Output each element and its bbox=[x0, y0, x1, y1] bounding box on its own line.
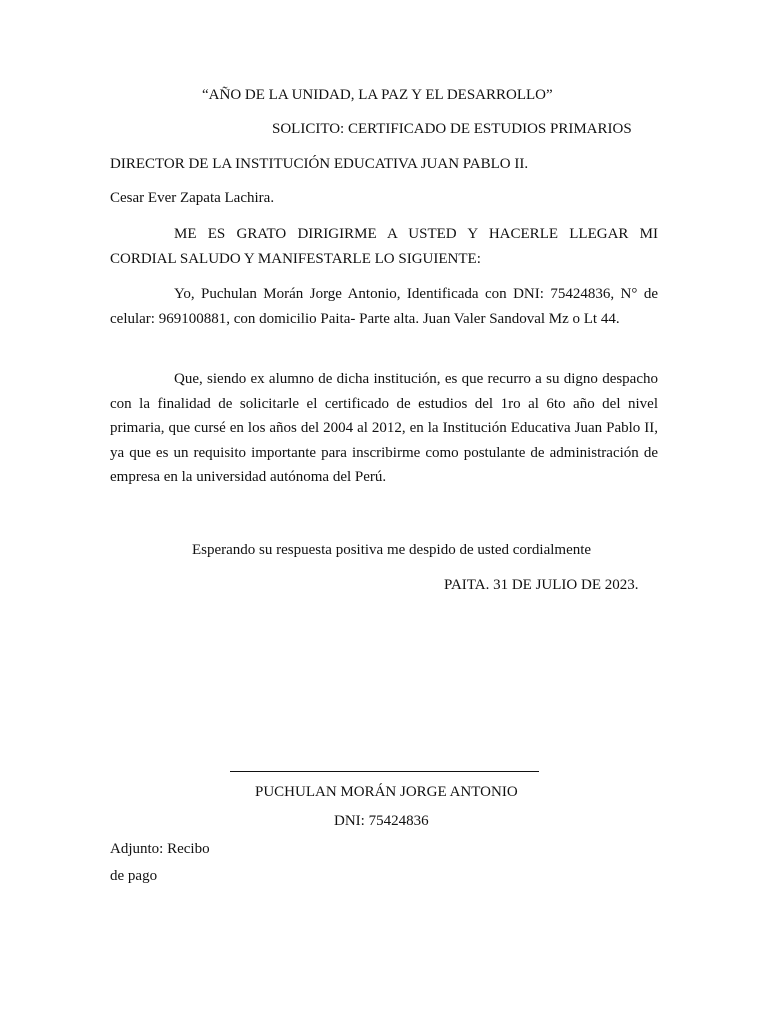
identification-text: Yo, Puchulan Morán Jorge Antonio, Identificada con DNI: 75424836, N° de celular: 969100881, con domicilio Paita- Parte alta. Juan Valer Sandoval Mz o Lt 44. bbox=[110, 286, 658, 327]
greeting-paragraph bbox=[110, 222, 658, 271]
request-text: Que, siendo ex alumno de dicha institución, es que recurro a su digno despacho con la finalidad de solicitarle el certificado de estudios del 1ro al 6to año del nivel primaria, que cursé en los años del 2004 al 2012, en la Institución Educativa Juan Pablo II, ya que es un requisito importante para inscribirme como postulante de administración de empresa en la universidad autónoma del Perú. bbox=[110, 371, 658, 485]
identification-paragraph bbox=[110, 282, 658, 331]
closing-line: Esperando su respuesta positiva me despido de usted cordialmente bbox=[192, 542, 592, 558]
request-paragraph bbox=[110, 367, 658, 490]
signature-line bbox=[230, 771, 539, 772]
signer-dni: DNI: 75424836 bbox=[334, 813, 429, 829]
addressee-title: DIRECTOR DE LA INSTITUCIÓN EDUCATIVA JUAN PABLO II. bbox=[110, 156, 529, 172]
year-motto: “AÑO DE LA UNIDAD, LA PAZ Y EL DESARROLLO” bbox=[202, 87, 553, 103]
signer-name: PUCHULAN MORÁN JORGE ANTONIO bbox=[255, 784, 518, 800]
attachment-line-1: Adjunto: Recibo bbox=[110, 841, 210, 857]
subject-line: SOLICITO: CERTIFICADO DE ESTUDIOS PRIMARIOS bbox=[272, 121, 632, 137]
greeting-text: ME ES GRATO DIRIGIRME A USTED Y HACERLE LLEGAR MI CORDIAL SALUDO Y MANIFESTARLE LO SIGUIENTE: bbox=[110, 226, 658, 267]
attachment-line-2: de pago bbox=[110, 868, 158, 884]
addressee-name: Cesar Ever Zapata Lachira. bbox=[110, 190, 275, 206]
place-date: PAITA. 31 DE JULIO DE 2023. bbox=[444, 577, 639, 593]
